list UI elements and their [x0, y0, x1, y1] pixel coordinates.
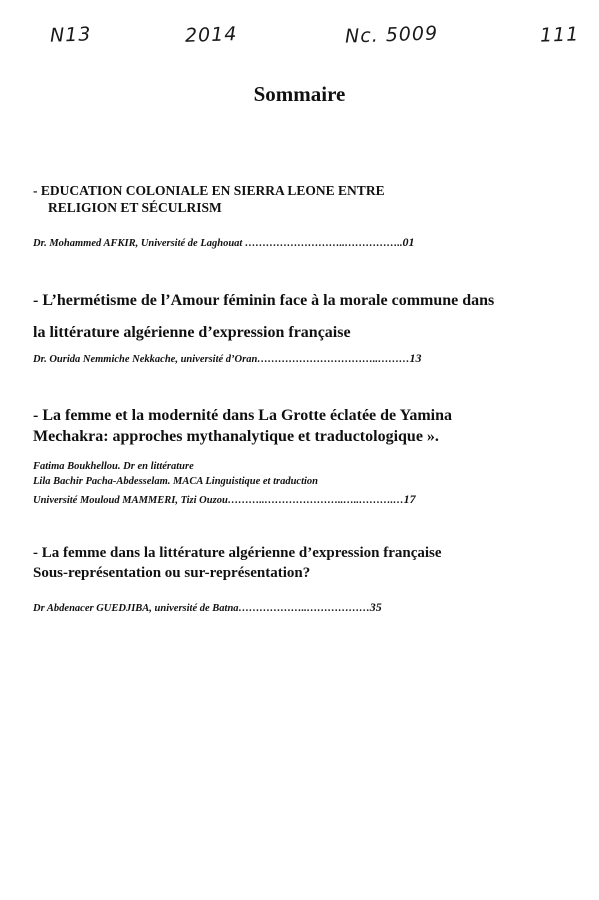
- toc-entry-3-page-number: 17: [403, 492, 416, 506]
- handwritten-note-number: Nc. 5009: [344, 22, 439, 48]
- toc-entry-1-author-text: Dr. Mohammed AFKIR, Université de Laghouat ………………………..……………..: [33, 238, 403, 249]
- toc-entry-3-title-line-1: - La femme et la modernité dans La Grotte éclatée de Yamina: [33, 407, 453, 424]
- page-title: Sommaire: [253, 82, 346, 106]
- toc-entry-4-page-number: 35: [369, 600, 382, 614]
- handwritten-note-volume: N13: [49, 23, 92, 47]
- toc-entry-3-title-line-2: Mechakra: approches mythanalytique et traductologique ».: [33, 428, 439, 445]
- toc-entry-1-title-line-1: - EDUCATION COLONIALE EN SIERRA LEONE ENTRE: [33, 183, 385, 198]
- handwritten-note-year: 2014: [184, 23, 238, 47]
- toc-entry-2-page-number: 13: [409, 351, 422, 365]
- toc-entry-1-title-line-2: RELIGION ET SÉCULRISM: [48, 200, 222, 215]
- toc-entry-3-author-text: Université Mouloud MAMMERI, Tizi Ouzou………..…………………..…..……….…: [33, 495, 404, 506]
- toc-entry-1-author: [33, 235, 414, 250]
- toc-entry-2-title-line-2: la littérature algérienne d’expression française: [33, 324, 351, 341]
- toc-entry-4-title-line-1: - La femme dans la littérature algérienne d’expression française: [33, 545, 442, 561]
- handwritten-note-code: 111: [539, 23, 580, 47]
- toc-entry-2-author: [33, 351, 422, 366]
- toc-entry-4-author: [33, 600, 382, 615]
- toc-entry-2-title-line-1: - L’hermétisme de l’Amour féminin face à la morale commune dans: [33, 292, 495, 309]
- toc-entry-4-title-line-2: Sous-représentation ou sur-représentation?: [33, 565, 311, 581]
- toc-entry-3-author-line-3: [33, 492, 416, 507]
- toc-entry-2-author-text: Dr. Ourida Nemmiche Nekkache, université d’Oran……………………………..………: [33, 354, 410, 365]
- toc-entry-4-author-text: Dr Abdenacer GUEDJIBA, université de Batna………………..………………: [33, 603, 370, 614]
- toc-entry-3-author-line-2: Lila Bachir Pacha-Abdesselam. MACA Linguistique et traduction: [33, 476, 318, 487]
- toc-entry-3-author-line-1: Fatima Boukhellou. Dr en littérature: [33, 461, 194, 472]
- toc-entry-1-page-number: 01: [402, 235, 415, 249]
